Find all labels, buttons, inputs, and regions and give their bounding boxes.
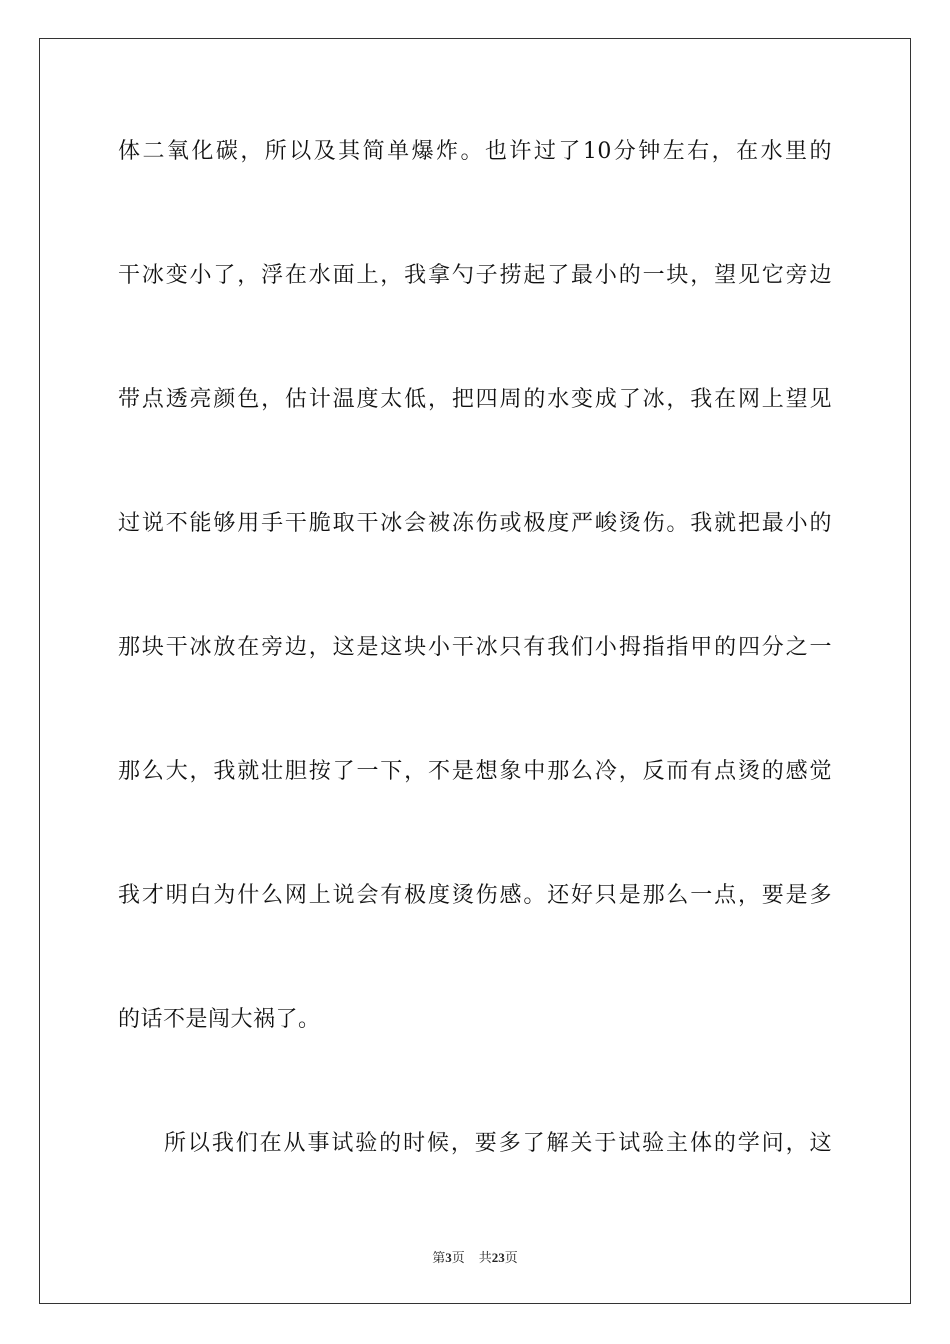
page-prefix: 第 [432,1251,446,1266]
page-suffix: 页 [451,1251,465,1266]
page-number: 3 [445,1250,452,1265]
page-border [39,38,911,1304]
total-suffix: 页 [504,1251,518,1266]
paragraph-line: 我才明白为什么网上说会有极度烫伤感。还好只是那么一点，要是多 [118,883,832,908]
total-pages: 23 [491,1250,505,1265]
page-footer [0,1249,950,1268]
paragraph-line: 那么大，我就壮胆按了一下，不是想象中那么冷，反而有点烫的感觉 [118,759,832,784]
paragraph-line: 带点透亮颜色，估计温度太低，把四周的水变成了冰，我在网上望见 [118,387,832,412]
total-prefix: 共 [478,1251,492,1266]
paragraph-line-last: 的话不是闯大祸了。 [118,1007,321,1032]
paragraph-line: 过说不能够用手干脆取干冰会被冻伤或极度严峻烫伤。我就把最小的 [118,511,832,536]
paragraph-line: 干冰变小了，浮在水面上，我拿勺子捞起了最小的一块，望见它旁边 [118,263,832,288]
paragraph-line: 体二氧化碳，所以及其简单爆炸。也许过了10分钟左右，在水里的 [118,139,832,164]
paragraph-line: 那块干冰放在旁边，这是这块小干冰只有我们小拇指指甲的四分之一 [118,635,832,660]
paragraph-line-indented: 所以我们在从事试验的时候，要多了解关于试验主体的学问，这 [164,1131,832,1156]
